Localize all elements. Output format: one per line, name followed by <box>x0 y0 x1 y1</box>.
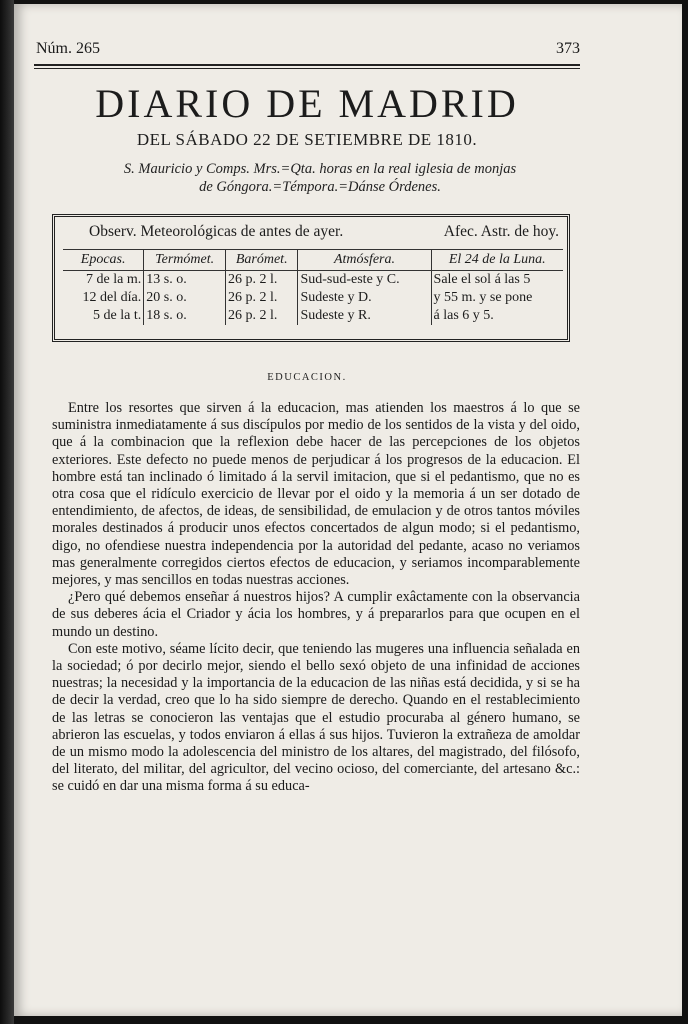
masthead-row <box>36 40 580 58</box>
article-paragraph: ¿Pero qué debemos enseñar á nuestros hijos? A cumplir exâctamente con la observancia de sus deberes ácia el Criador y ácia los hombres, y á prepararlos para que ocupen en el mundo un destino. <box>52 589 580 640</box>
saints-line-2: de Góngora.=Témpora.=Dánse Órdenes. <box>199 179 441 195</box>
meteo-cell: 12 del día. <box>82 290 142 305</box>
meteo-cell: 20 s. o. <box>144 289 226 307</box>
meteo-col-header: Barómet. <box>226 250 298 271</box>
article-paragraph: Entre los resortes que sirven á la educacion, mas atienden los maestros á lo que se suministra inmediatamente á sus discípulos por medio de los sentidos de la vista y del oido, que á la combinacion que la reflexion debe hacer de las percepciones de los objetos exteriores. Este defecto no puede menos de perjudicar á los progresos de la educacion. El hombre está tan inclinado ó limitado á la servil imitacion, que si el pedantismo, que no es otra cosa que el ridículo exercicio de llevar por el oido y la memoria á un ser dotado de entendimiento, de afectos, de ideas, de sensibilidad, de emulacion y de otros tantos móviles morales destinados á producir unos efectos concertados de algun modo; si el pedantismo, digo, no ofendiese nuestra independencia por la autoridad del pedante, acaso no veriamos mas generalmente corregidos ciertos efectos de educacion, y seriamos incomparablemente mejores, y mas sencillos en todas nuestras acciones. <box>52 400 580 589</box>
meteo-col-header: Epocas. <box>63 250 144 271</box>
meteo-cell: 5 de la t. <box>93 308 142 323</box>
issue-number: Núm. 265 <box>36 40 100 57</box>
masthead-rule <box>34 64 580 69</box>
meteo-title-left: Observ. Meteorológicas de antes de ayer. <box>89 223 344 240</box>
meteo-cell: Sudeste y D. <box>298 289 431 307</box>
meteo-cell: á las 6 y 5. <box>431 307 563 325</box>
meteo-cell: 18 s. o. <box>144 307 226 325</box>
article-body <box>52 400 580 796</box>
meteo-col-header: Termómet. <box>144 250 226 271</box>
meteo-col-header: El 24 de la Luna. <box>431 250 563 271</box>
table-row <box>63 307 563 325</box>
table-row <box>63 289 563 307</box>
meteo-cell: y 55 m. y se pone <box>431 289 563 307</box>
article-paragraph: Con este motivo, séame lícito decir, que teniendo las mugeres una influencia señalada en la sociedad; ó por decirlo mejor, siendo el bello sexó objeto de una infinidad de acciones nuestras; la necesidad y la importancia de la educacion de las niñas está decidida, y si se ha de decir la verdad, creo que lo ha sido siempre de derecho. Quando en el restablecimiento de las letras se conocieron las ventajas que el estudio procuraba al género humano, se abrieron las escuelas, y todos enviaron á ellas á sus hijos. Tuvieron la extrañeza de amoldar de un mismo modo la adolescencia del ministro de los altares, del magistrado, del filósofo, del literato, del militar, del agricultor, del vecino ocioso, del comerciante, del artesano &c.: se cuidó en dar una misma forma á su educa- <box>52 640 580 795</box>
meteorological-box <box>52 214 570 342</box>
meteo-cell: 7 de la m. <box>86 272 142 287</box>
meteo-cell: Sale el sol á las 5 <box>431 271 563 290</box>
meteo-cell: 26 p. 2 l. <box>226 271 298 290</box>
meteo-cell: Sud-sud-este y C. <box>298 271 431 290</box>
saints-line-1: S. Mauricio y Comps. Mrs.=Qta. horas en la real iglesia de monjas <box>123 161 517 177</box>
dateline: DEL SÁBADO 22 DE SETIEMBRE DE 1810. <box>136 130 478 149</box>
page-binding-shadow <box>0 0 14 1024</box>
page-number: 373 <box>556 40 580 57</box>
section-title: EDUCACION. <box>267 372 347 383</box>
table-row <box>63 271 563 290</box>
newspaper-title: DIARIO DE MADRID <box>95 81 519 126</box>
meteo-cell: Sudeste y R. <box>298 307 431 325</box>
meteorological-table <box>63 249 563 325</box>
saints-notice <box>60 160 580 196</box>
meteo-cell: 26 p. 2 l. <box>226 289 298 307</box>
meteo-cell: 13 s. o. <box>144 271 226 290</box>
meteo-cell: 26 p. 2 l. <box>226 307 298 325</box>
meteo-header-row <box>63 250 563 271</box>
meteo-title-right: Afec. Astr. de hoy. <box>443 223 559 240</box>
meteo-col-header: Atmósfera. <box>298 250 431 271</box>
